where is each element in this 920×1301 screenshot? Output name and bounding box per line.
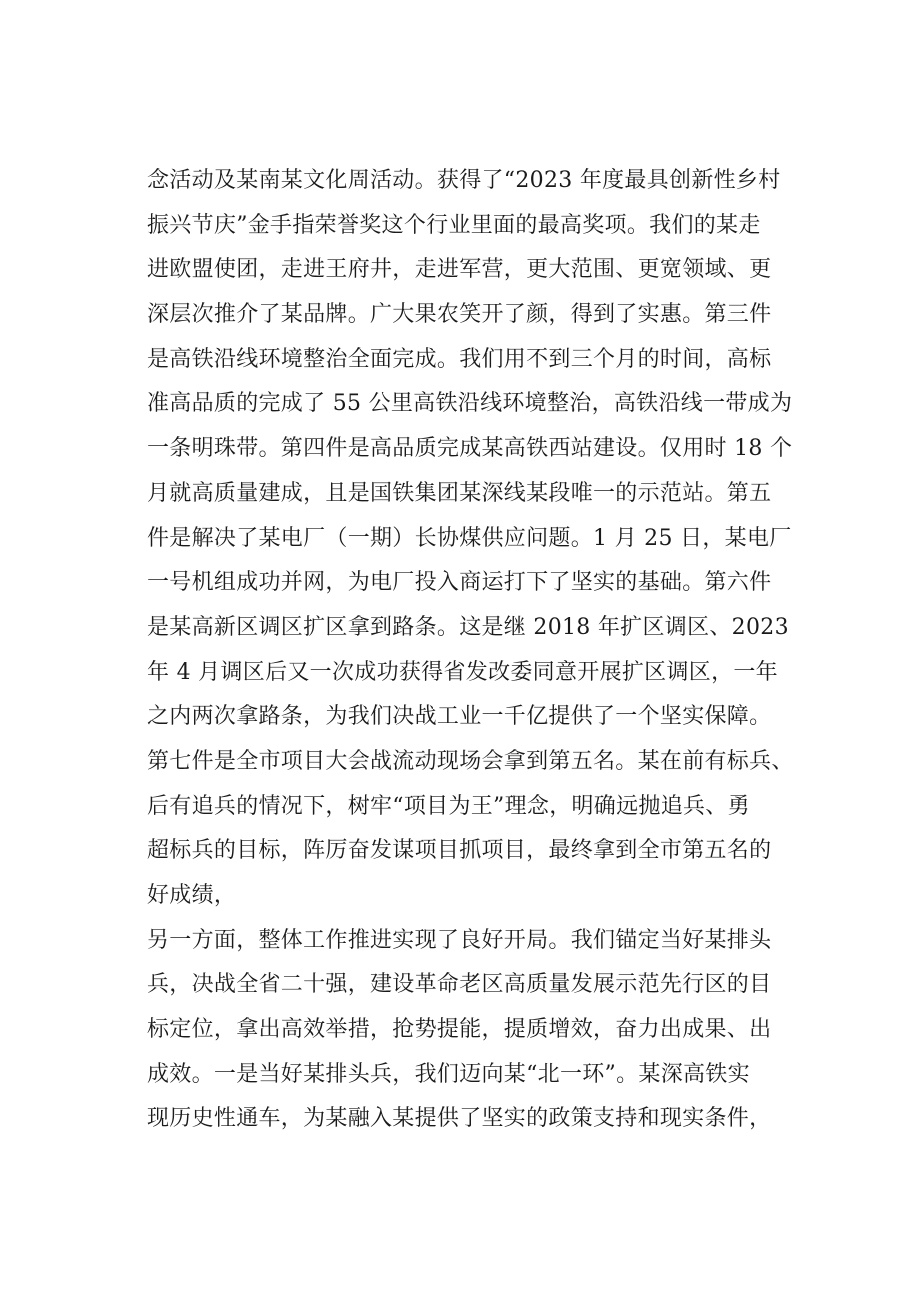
text-line: 准高品质的完成了 55 公里高铁沿线环境整治，高铁沿线一带成为 (147, 391, 793, 417)
text-line: 现历史性通车，为某融入某提供了坚实的政策支持和现实条件， (147, 1106, 772, 1132)
text-line: 兵，决战全省二十强，建设革命老区高质量发展示范先行区的目 (147, 972, 772, 998)
text-line: 好成绩， (147, 883, 237, 908)
text-line: 振兴节庆”金手指荣誉奖这个行业里面的最高奖项。我们的某走 (147, 212, 761, 238)
text-line: 年 4 月调区后又一次成功获得省发改委同意开展扩区调区，一年 (147, 659, 778, 685)
text-line: 之内两次拿路条，为我们决战工业一千亿提供了一个坚实保障。 (147, 704, 772, 730)
text-line: 件是解决了某电厂（一期）长协煤供应问题。1 月 25 日，某电厂 (147, 525, 792, 551)
text-line: 一号机组成功并网，为电厂投入商运打下了坚实的基础。第六件 (147, 570, 772, 596)
body-text (147, 159, 807, 1142)
text-line: 标定位，拿出高效举措，抢势提能，提质增效，奋力出成果、出 (147, 1017, 772, 1043)
text-line: 深层次推介了某品牌。广大果农笑开了颜，得到了实惠。第三件 (147, 302, 772, 328)
text-line: 一条明珠带。第四件是高品质完成某高铁西站建设。仅用时 18 个 (147, 436, 793, 462)
text-line: 月就高质量建成，且是国铁集团某深线某段唯一的示范站。第五 (147, 480, 772, 506)
text-line: 念活动及某南某文化周活动。获得了“2023 年度最具创新性乡村 (147, 168, 781, 193)
text-line: 是某高新区调区扩区拿到路条。这是继 2018 年扩区调区、2023 (147, 614, 789, 640)
text-line: 是高铁沿线环境整治全面完成。我们用不到三个月的时间，高标 (147, 346, 772, 372)
text-line: 进欧盟使团，走进王府井，走进军营，更大范围、更宽领域、更 (147, 257, 772, 283)
text-line: 第七件是全市项目大会战流动现场会拿到第五名。某在前有标兵、 (147, 748, 794, 774)
text-line: 另一方面，整体工作推进实现了良好开局。我们锚定当好某排头 (147, 927, 772, 953)
text-line: 后有追兵的情况下，树牢“项目为王”理念，明确远抛追兵、勇 (147, 793, 750, 819)
text-line: 成效。一是当好某排头兵，我们迈向某“北一环”。某深高铁实 (147, 1061, 750, 1087)
text-line: 超标兵的目标，阵厉奋发谋项目抓项目，最终拿到全市第五名的 (147, 838, 772, 864)
